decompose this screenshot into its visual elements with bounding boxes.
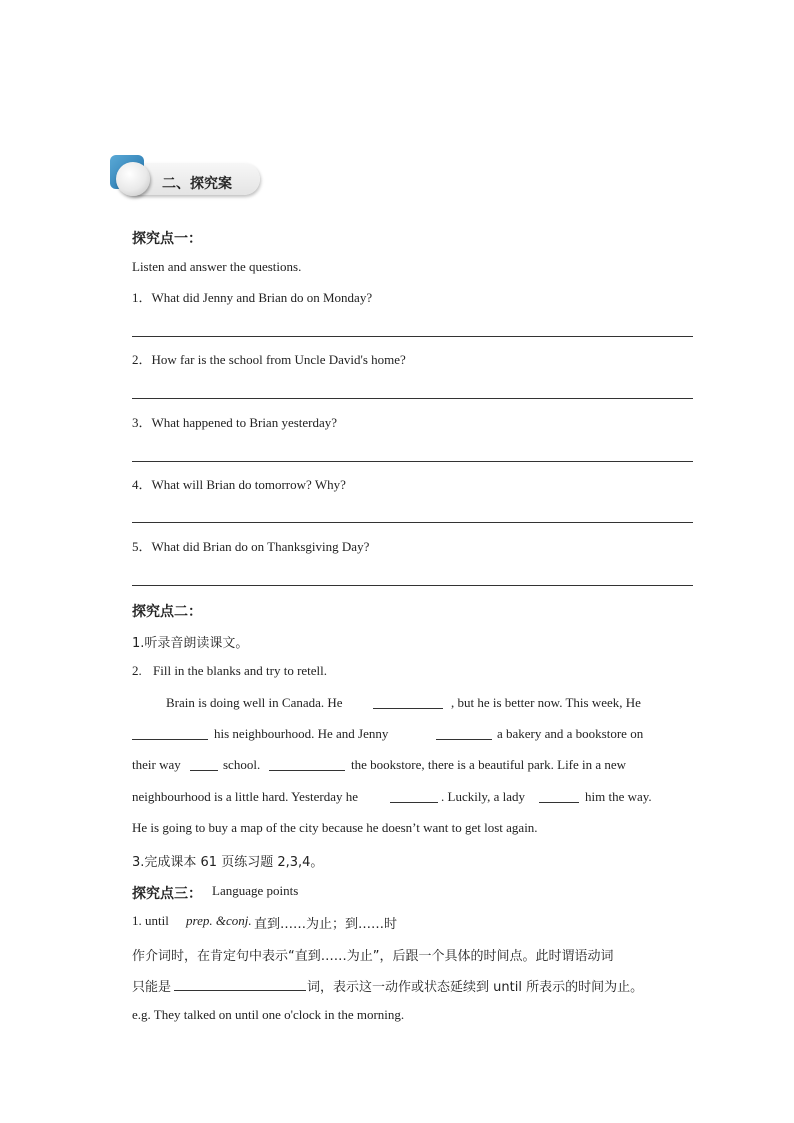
cloze-line-3-c: the bookstore, there is a beautiful park. Life in a new [351, 757, 627, 772]
point-1-explanation-1: 作介词时，在肯定句中表示“直到……为止”，后跟一个具体的时间点。此时谓语动词 [132, 949, 614, 964]
part2-item-2-text: Fill in the blanks and try to retell. [153, 663, 328, 678]
cloze-line-1-start: Brain is doing well in Canada. He [166, 695, 343, 710]
section-title: 二、探究案 [162, 176, 232, 192]
cloze-line-5: He is going to buy a map of the city because he doesn’t want to get lost again. [132, 820, 538, 835]
answer-line-1[interactable] [132, 336, 693, 337]
part2-item-1: 1.听录音朗读课文。 [132, 636, 249, 651]
question-4: 4．What will Brian do tomorrow? Why? [132, 477, 346, 492]
answer-line-5[interactable] [132, 585, 693, 586]
question-3: 3．What happened to Brian yesterday? [132, 415, 338, 430]
part3-heading: 探究点三： [132, 886, 202, 902]
cloze-blank-1[interactable] [373, 696, 443, 714]
cloze-line-3-b: school. [223, 757, 261, 772]
point-1-word: 1. until [132, 913, 169, 928]
cloze-line-1-end: , but he is better now. This week, He [451, 695, 641, 710]
question-5: 5．What did Brian do on Thanksgiving Day? [132, 539, 370, 554]
point-1-meaning: 直到……为止；到……时 [254, 917, 398, 932]
question-1: 1．What did Jenny and Brian do on Monday? [132, 290, 373, 305]
part2-heading: 探究点二： [132, 604, 202, 620]
cloze-blank-2[interactable] [132, 727, 208, 745]
question-2: 2．How far is the school from Uncle David's home? [132, 352, 406, 367]
point-1-example: e.g. They talked on until one o'clock in the morning. [132, 1007, 405, 1022]
cloze-line-4-b: . Luckily, a lady [441, 789, 525, 804]
point-1-blank[interactable] [174, 978, 306, 996]
part3-heading-suffix: Language points [212, 883, 299, 898]
section-header-circle-icon [116, 162, 150, 196]
cloze-blank-5[interactable] [269, 758, 345, 776]
part1-instruction: Listen and answer the questions. [132, 259, 302, 274]
answer-line-2[interactable] [132, 398, 693, 399]
part2-item-2-number: 2. [132, 663, 142, 678]
point-1-explanation-2a: 只能是 [132, 980, 172, 995]
cloze-blank-3[interactable] [436, 727, 492, 745]
cloze-line-2-start: his neighbourhood. He and Jenny [214, 726, 389, 741]
cloze-line-2-end: a bakery and a bookstore on [497, 726, 644, 741]
cloze-line-4-c: him the way. [585, 789, 652, 804]
cloze-line-3-a: their way [132, 757, 181, 772]
answer-line-3[interactable] [132, 461, 693, 462]
answer-line-4[interactable] [132, 522, 693, 523]
cloze-line-4-a: neighbourhood is a little hard. Yesterday he [132, 789, 359, 804]
cloze-blank-6[interactable] [390, 790, 438, 808]
point-1-explanation-2b: 词，表示这一动作或状态延续到 until 所表示的时间为止。 [307, 980, 644, 995]
cloze-blank-4[interactable] [190, 758, 218, 776]
cloze-blank-7[interactable] [539, 790, 579, 808]
part2-item-3: 3.完成课本 61 页练习题 2,3,4。 [132, 855, 324, 870]
point-1-part-of-speech: prep. &conj. [186, 913, 252, 928]
part1-heading: 探究点一： [132, 231, 202, 247]
